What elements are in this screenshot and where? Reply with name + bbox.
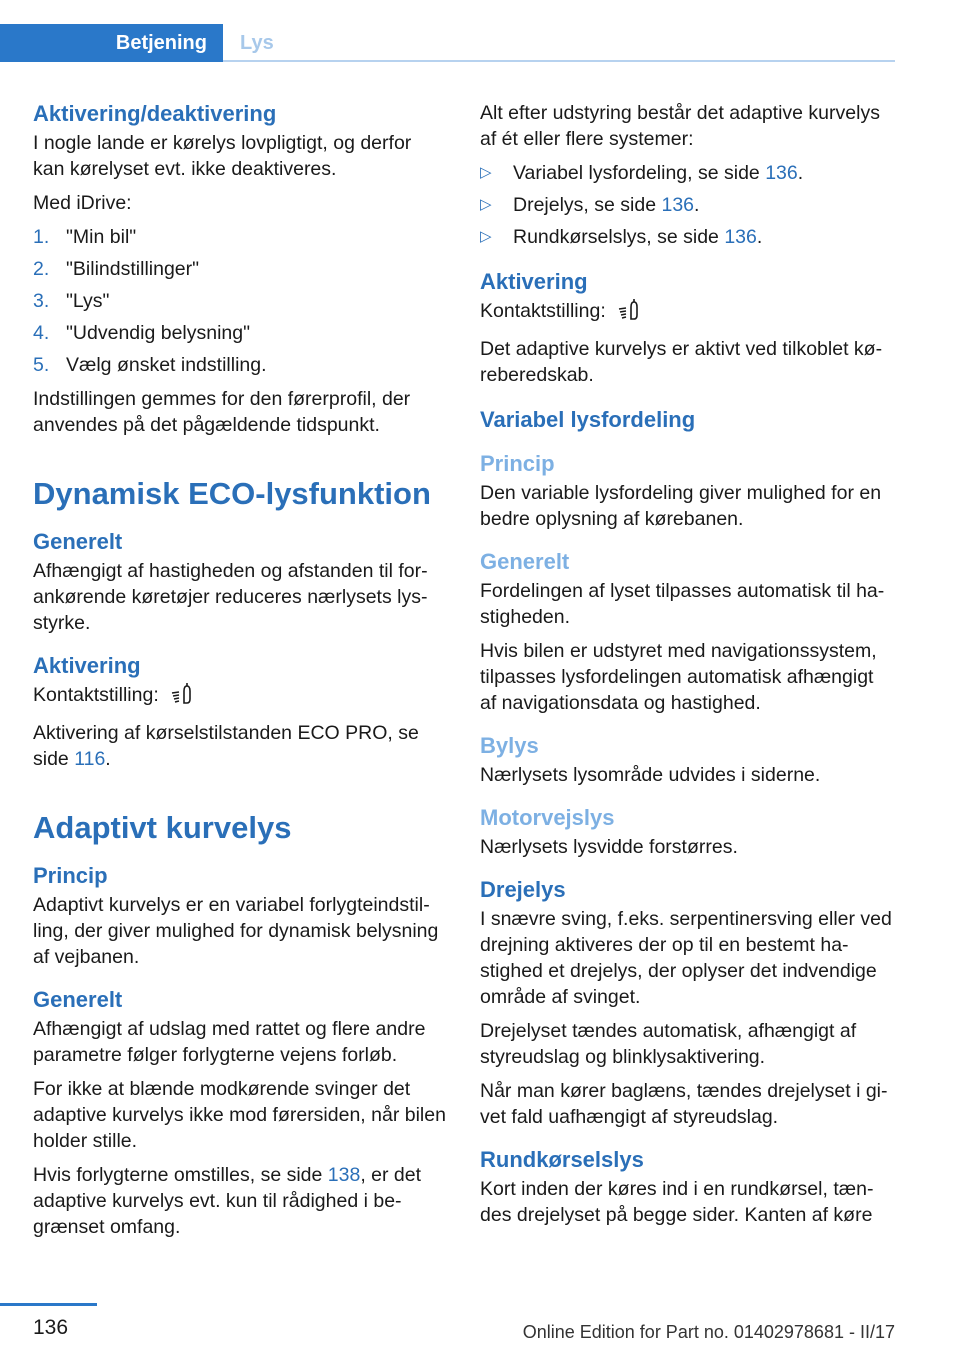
paragraph: Indstillingen gemmes for den førerprofil, der anvendes på det pågældende tidspunkt. [33,388,411,436]
text: Drejelys, se side [513,194,662,216]
ignition-position-icon [170,683,194,712]
list-item [480,192,895,218]
subheading-bylys: Bylys [480,733,539,758]
list-item [480,224,895,250]
paragraph: Alt efter udstyring består det adaptive kurvelys af ét eller flere systemer: [480,102,880,150]
paragraph: Afhængigt af udslag med rattet og flere andre parametre følger forlygterne vejens forløb. [33,1018,426,1066]
subheading-generelt: Generelt [480,549,570,574]
heading-rundkorselslys: Rundkørselslys [480,1147,644,1172]
paragraph: Drejelyset tændes automatisk, afhængigt af styreudslag og blinklysaktivering. [480,1020,857,1068]
page-link[interactable]: 138 [327,1164,361,1186]
text: Variabel lysfordeling, se side [513,162,766,184]
text: . [694,194,700,216]
text: . [756,226,763,248]
subheading-princip: Princip [480,451,555,476]
step-number: 5. [33,354,50,376]
text: Aktivering af kørselstilstanden ECO PRO, se side [33,722,419,770]
paragraph: I snævre sving, f.eks. serpentinersving eller ved drejning aktiveres der op til en bestemt hastighed et drejelys, der oplyser det indvendige område af svinget. [480,908,892,1008]
paragraph: Når man kører baglæns, tændes drejelyset i givet fald uafhængigt af styreudslag. [480,1080,888,1128]
section-tab-betjening: Betjening [0,24,223,62]
text: Rundkørselslys, se side [513,226,725,248]
page-number: 136 [33,1316,69,1339]
list-item [33,352,448,378]
heading-drejelys: Drejelys [480,877,566,902]
ignition-position-icon [617,299,641,328]
paragraph: Nærlysets lysvidde forstørres. [480,836,738,858]
step-number: 4. [33,322,50,344]
key-position-label: Kontaktstilling: [480,300,606,322]
paragraph: Kort inden der køres ind i en rundkørsel, tændes drejelyset på begge sider. Kanten af køre [480,1178,874,1226]
list-item [33,320,448,346]
left-column [33,100,448,1248]
paragraph: Fordelingen af lyset tilpasses automatisk til hastigheden. [480,580,885,628]
paragraph [33,682,448,712]
paragraph: For ikke at blænde modkørende svinger det adaptive kurvelys ikke mod førersiden, når bilen holder stille. [33,1078,446,1152]
step-number: 3. [33,290,50,312]
step-number: 2. [33,258,50,280]
heading-aktivering-deaktivering: Aktivering/deaktivering [33,101,277,126]
paragraph: Hvis bilen er udstyret med navigationssystem, tilpasses lysfordelingen automatisk afhængigt af navigationsdata og hastighed. [480,640,877,714]
paragraph: I nogle lande er kørelys lovpligtigt, og derfor kan kørelyset evt. ikke deaktiveres. [33,132,412,180]
heading-generelt: Generelt [33,529,123,554]
systems-list [480,160,895,250]
footer-rule [0,1303,97,1306]
paragraph: Med iDrive: [33,192,132,214]
title-adaptivt-kurvelys: Adaptivt kurvelys [33,810,292,845]
text: Hvis forlygterne omstilles, se side [33,1164,328,1186]
triangle-bullet-icon: ▷ [480,196,492,213]
list-item [33,256,448,282]
text: . [797,162,804,184]
paragraph: Afhængigt af hastigheden og afstanden til forankørende køretøjer reduceres nærlysets lysstyrke. [33,560,428,634]
idrive-steps-list [33,224,448,378]
page-link[interactable]: 116 [74,748,106,770]
right-column [480,100,895,1236]
text: , er det adaptive kurvelys evt. kun til rådighed i begrænset omfang. [33,1164,422,1238]
page-link[interactable]: 136 [724,226,757,248]
page-link[interactable]: 136 [661,194,695,216]
heading-variabel-lysfordeling: Variabel lysfordeling [480,407,696,432]
title-dynamisk-eco-lysfunktion: Dynamisk ECO-lysfunktion [33,476,431,511]
paragraph [480,298,895,328]
edition-footer: Online Edition for Part no. 01402978681 - II/17 [522,1322,895,1342]
paragraph: Nærlysets lysområde udvides i siderne. [480,764,821,786]
step-text: "Udvendig belysning" [66,322,251,344]
step-text: "Bilindstillinger" [66,258,200,280]
paragraph: Adaptivt kurvelys er en variabel forlygteindstilling, der giver mulighed for dynamisk belysning af vejbanen. [33,894,439,968]
step-text: "Lys" [66,290,110,312]
subheading-motorvejslys: Motorvejslys [480,805,615,830]
heading-aktivering: Aktivering [33,653,141,678]
paragraph: Den variable lysfordeling giver mulighed for en bedre oplysning af kørebanen. [480,482,882,530]
paragraph: Det adaptive kurvelys er aktivt ved tilkoblet køreberedskab. [480,338,883,386]
page-header [0,0,895,62]
heading-aktivering: Aktivering [480,269,588,294]
triangle-bullet-icon: ▷ [480,228,492,245]
header-rule [223,60,895,62]
text: . [105,748,111,770]
key-position-label: Kontaktstilling: [33,684,159,706]
step-text: Vælg ønsket indstilling. [66,354,267,376]
page-link[interactable]: 136 [765,162,798,184]
list-item [33,224,448,250]
heading-generelt: Generelt [33,987,123,1012]
step-number: 1. [33,226,50,248]
paragraph [33,720,448,772]
triangle-bullet-icon: ▷ [480,164,492,181]
list-item [33,288,448,314]
paragraph [33,1162,448,1240]
section-tab-lys: Lys [240,31,274,54]
heading-princip: Princip [33,863,108,888]
list-item [480,160,895,186]
step-text: "Min bil" [66,226,137,248]
